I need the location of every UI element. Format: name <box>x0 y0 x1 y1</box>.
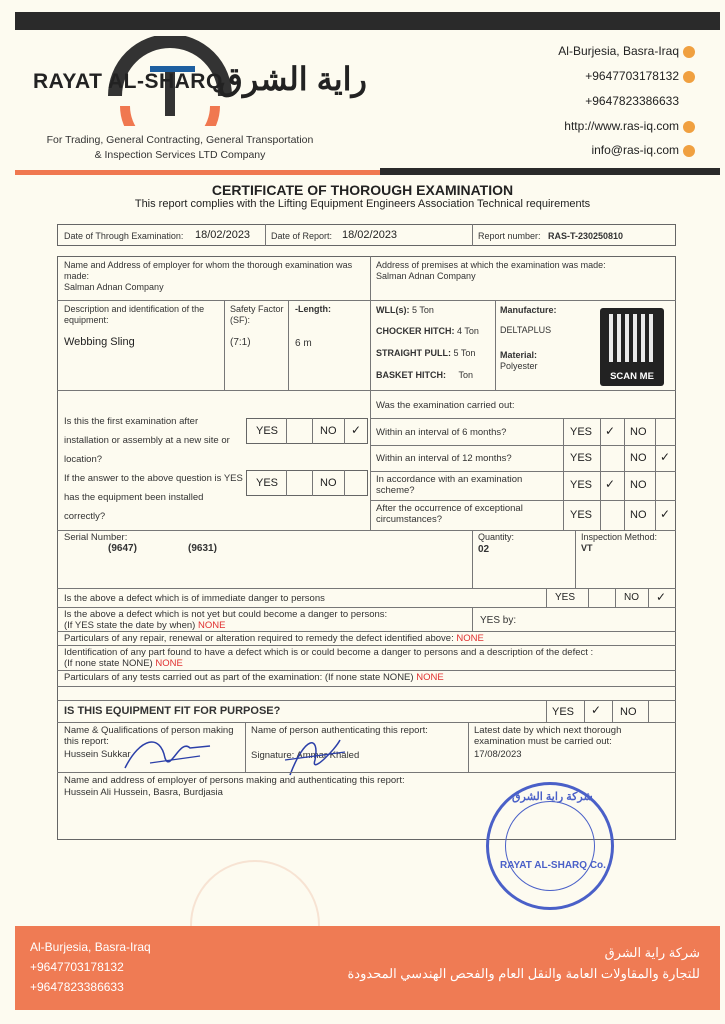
qr-pattern <box>609 314 657 362</box>
defect-future-date-label: (If YES state the date by when) <box>64 620 196 631</box>
interval-6-yes-check: ✓ <box>605 424 616 438</box>
phone-1-text: +9647703178132 <box>585 69 679 83</box>
installed-correctly-question: If the answer to the above question is YES has the equipment been installed correctly? <box>64 473 243 522</box>
safety-factor-label: Safety Factor (SF): <box>230 304 284 325</box>
equipment-desc-label: Description and identification of the equipment: <box>64 304 205 325</box>
contact-website[interactable] <box>564 119 695 133</box>
employer-persons-value: Hussein Ali Hussein, Basra, Burdjasia <box>64 787 223 798</box>
yes-by-label: YES by: <box>480 615 517 626</box>
inspection-method-label: Inspection Method: <box>581 532 658 542</box>
brand-name-ar: راية الشرق <box>218 61 367 97</box>
installed-yes[interactable]: YES <box>256 477 279 489</box>
exceptional-yes[interactable]: YES <box>570 509 593 521</box>
interval-12-yes[interactable]: YES <box>570 452 593 464</box>
company-tagline <box>30 133 330 163</box>
footer-address: Al-Burjesia, Basra-Iraq <box>30 940 151 954</box>
stamp-text-ar: شركة راية الشرق <box>512 791 593 803</box>
report-number-value: RAS-T-230250810 <box>548 231 624 241</box>
straight-value: 5 Ton <box>453 348 476 358</box>
equipment-desc-value: Webbing Sling <box>64 336 135 348</box>
defect-identification-hint: (If none state NONE) <box>64 658 153 669</box>
footer-tagline-ar: للتجارة والمقاولات العامة والنقل العام والفحص الهندسي المحدودة <box>347 966 700 981</box>
carried-out-label: Was the examination carried out: <box>376 400 515 411</box>
header-divider-dark <box>380 168 720 175</box>
first-exam-no-check: ✓ <box>351 423 362 437</box>
defect-immediate-danger: Is the above a defect which is of immediate danger to persons <box>64 593 325 604</box>
globe-icon <box>683 121 695 133</box>
employer-persons-label: Name and address of employer of persons making and authenticating this report: <box>64 775 405 786</box>
mail-icon <box>683 145 695 157</box>
brand-name-en: RAYAT AL-SHARQ <box>33 70 223 93</box>
defect-identification-none: NONE <box>155 658 183 669</box>
tests-particulars: Particulars of any tests carried out as part of the examination: (If none state NONE) <box>64 672 414 683</box>
report-date-label: Date of Report: <box>271 231 333 241</box>
employer-value: Salman Adnan Company <box>64 282 164 292</box>
length-value: 6 m <box>295 338 312 349</box>
authenticator-signature: Signature: Ammar Khaled <box>251 750 360 761</box>
serial-label: Serial Number: <box>64 532 128 543</box>
scan-me-label: SCAN ME <box>610 371 654 382</box>
location-icon <box>683 46 695 58</box>
interval-6-no[interactable]: NO <box>630 426 647 438</box>
interval-12-months: Within an interval of 12 months? <box>376 453 512 464</box>
repair-particulars: Particulars of any repair, renewal or alteration required to remedy the defect identified above: <box>64 633 454 644</box>
fit-no[interactable]: NO <box>620 706 637 718</box>
inspection-method-value: VT <box>581 543 593 553</box>
interval-12-no[interactable]: NO <box>630 452 647 464</box>
top-bar <box>15 12 720 30</box>
certificate-title: CERTIFICATE OF THOROUGH EXAMINATION <box>211 182 514 198</box>
straight-label: STRAIGHT PULL: <box>376 348 451 358</box>
authenticator-label: Name of person authenticating this report: <box>251 725 428 736</box>
wll-label: WLL(s): <box>376 305 410 315</box>
exam-date-label: Date of Through Examination: <box>64 231 184 241</box>
employer-label: Name and Address of employer for whom the thorough examination was made: <box>64 260 353 281</box>
manufacture-label: Manufacture: <box>500 305 557 315</box>
interval-6-months: Within an interval of 6 months? <box>376 427 507 438</box>
company-stamp-inner <box>505 801 595 891</box>
material-value: Polyester <box>500 361 538 371</box>
fit-yes[interactable]: YES <box>552 706 575 718</box>
interval-12-no-check: ✓ <box>660 450 671 464</box>
footer-phone-2: +9647823386633 <box>30 980 124 994</box>
address-text: Al-Burjesia, Basra-Iraq <box>558 44 679 58</box>
signature-hussein <box>120 728 220 778</box>
defect-future-danger: Is the above a defect which is not yet but could become a danger to persons: <box>64 609 388 620</box>
exam-scheme-yes-check: ✓ <box>605 477 616 491</box>
repair-none: NONE <box>456 633 484 644</box>
manufacture-value: DELTAPLUS <box>500 325 552 335</box>
quantity-value: 02 <box>478 544 490 555</box>
first-exam-question: Is this the first examination after installation or assembly at a new site or location? <box>64 416 230 465</box>
exceptional-no[interactable]: NO <box>630 509 647 521</box>
premises-value: Salman Adnan Company <box>376 271 476 281</box>
interval-6-yes[interactable]: YES <box>570 426 593 438</box>
premises-label: Address of premises at which the examination was made: <box>376 260 606 270</box>
immediate-danger-no[interactable]: NO <box>624 592 639 603</box>
wll-value: 5 Ton <box>412 305 434 315</box>
contact-phone-1 <box>585 69 695 83</box>
tagline-line-1: For Trading, General Contracting, General Transportation <box>46 134 314 146</box>
immediate-danger-no-check: ✓ <box>656 590 667 604</box>
phone-icon <box>683 71 695 83</box>
serial-2: (9631) <box>188 543 217 554</box>
stamp-text-en: RAYAT AL-SHARQ Co. <box>500 860 606 871</box>
exam-scheme-yes[interactable]: YES <box>570 479 593 491</box>
fit-yes-check: ✓ <box>591 703 602 717</box>
exam-scheme-no[interactable]: NO <box>630 479 647 491</box>
exam-date-value: 18/02/2023 <box>195 229 251 241</box>
certificate-subtitle: This report complies with the Lifting Equipment Engineers Association Technical requirements <box>134 198 591 210</box>
report-maker-label: Name & Qualifications of person making this report: <box>64 725 234 747</box>
basket-label: BASKET HITCH: <box>376 370 446 380</box>
installed-no[interactable]: NO <box>320 477 337 489</box>
defect-identification: Identification of any part found to have a defect which is or could become a danger to persons and a description of the defect : <box>64 647 594 658</box>
first-exam-no[interactable]: NO <box>320 425 337 437</box>
website-link[interactable]: http://www.ras-iq.com <box>564 119 679 133</box>
choker-label: CHOCKER HITCH: <box>376 326 455 336</box>
fit-for-purpose-question: IS THIS EQUIPMENT FIT FOR PURPOSE? <box>64 705 281 717</box>
tests-none: NONE <box>416 672 444 683</box>
defect-future-none: NONE <box>197 620 226 631</box>
exceptional-circumstances: After the occurrence of exceptional circumstances? <box>376 503 523 525</box>
basket-value: Ton <box>458 370 474 380</box>
quantity-label: Quantity: <box>478 532 515 542</box>
choker-value: 4 Ton <box>457 326 479 336</box>
footer-company-ar: شركة راية الشرق <box>604 945 700 960</box>
contact-email[interactable] <box>591 143 695 157</box>
contact-address <box>558 44 695 58</box>
exam-scheme: In accordance with an examination scheme? <box>376 474 523 496</box>
email-link[interactable]: info@ras-iq.com <box>591 143 679 157</box>
report-number-label: Report number: <box>478 231 541 241</box>
next-exam-label: Latest date by which next thorough examination must be carried out: <box>474 725 622 747</box>
length-label: -Length: <box>295 304 331 314</box>
immediate-danger-yes[interactable]: YES <box>555 592 576 603</box>
report-maker-value: Hussein Sukkar <box>64 749 131 760</box>
next-exam-value: 17/08/2023 <box>474 749 522 760</box>
contact-phone-2 <box>585 94 679 108</box>
first-exam-yes[interactable]: YES <box>256 425 279 437</box>
phone-2-text: +9647823386633 <box>585 94 679 108</box>
report-date-value: 18/02/2023 <box>342 229 398 241</box>
tagline-line-2: & Inspection Services LTD Company <box>94 149 266 161</box>
material-label: Material: <box>500 350 538 360</box>
serial-1: (9647) <box>108 543 137 554</box>
safety-factor-value: (7:1) <box>230 337 251 348</box>
footer-phone-1: +9647703178132 <box>30 960 124 974</box>
exceptional-no-check: ✓ <box>660 507 671 521</box>
